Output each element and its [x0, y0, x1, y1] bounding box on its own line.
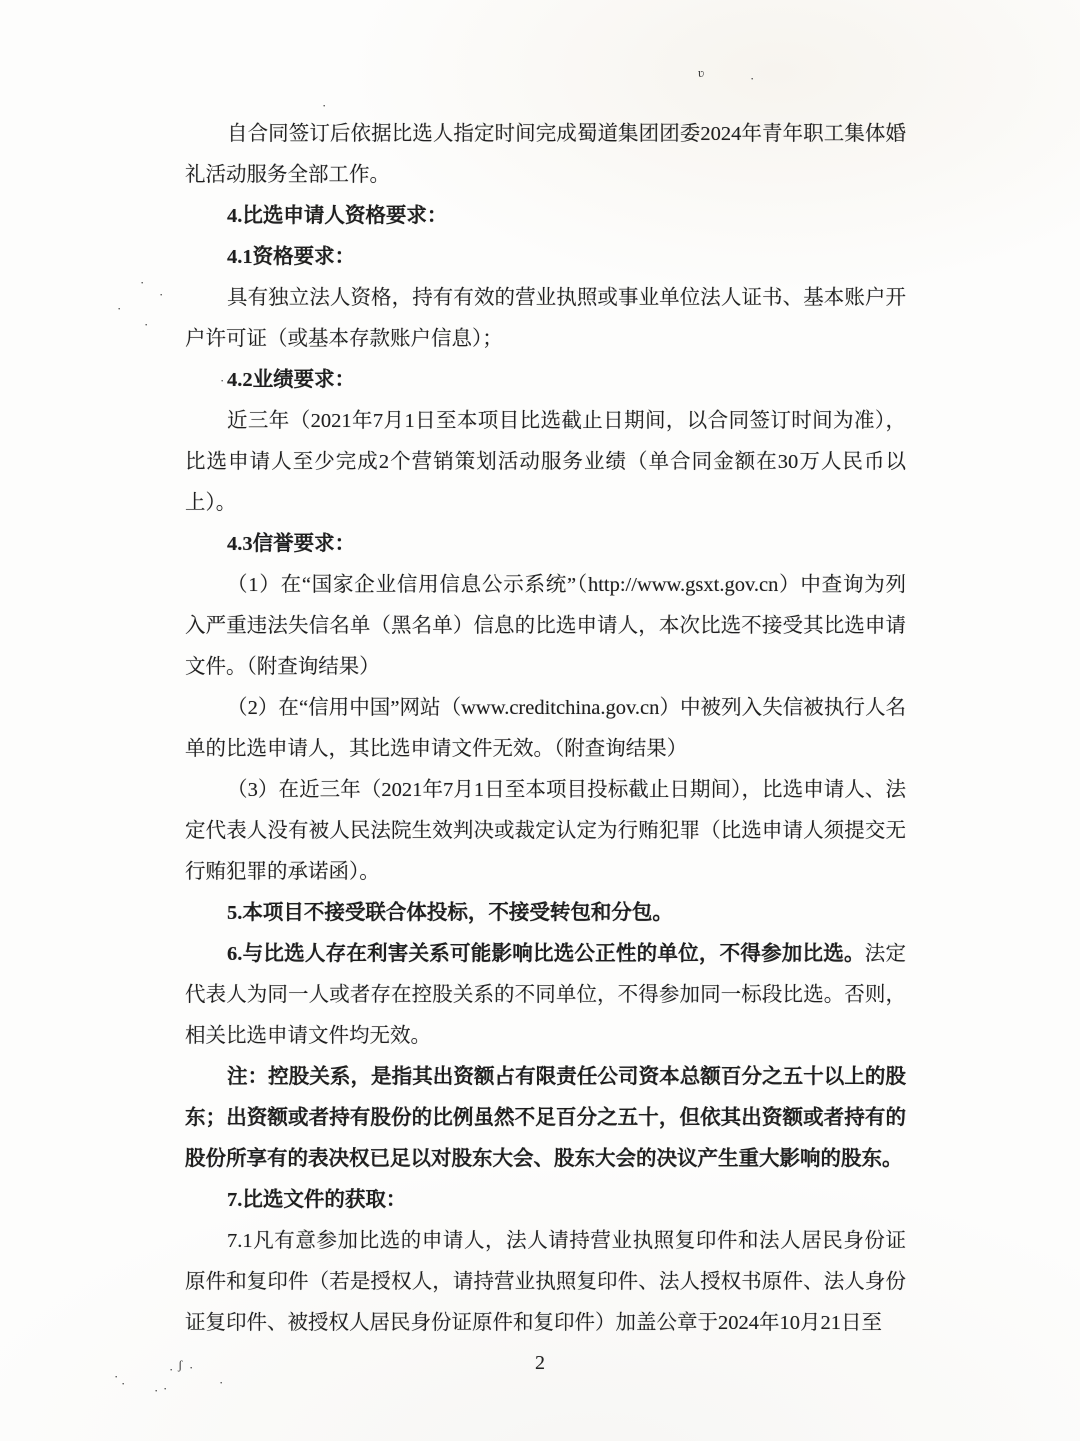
scan-speck: ʋ [698, 65, 705, 80]
scan-speck: · [114, 1369, 119, 1384]
paragraph [185, 1057, 906, 1180]
scan-speck: · [750, 71, 755, 86]
paragraph-text: 法定代表人为同一人或者存在控股关系的不同单位，不得参加同一标段比选。否则，相关比选申请文件均无效。 [185, 943, 907, 1047]
paragraph-text-bold: 4.1资格要求： [227, 246, 356, 268]
scan-speck: · [121, 1376, 126, 1391]
scan-speck: · [144, 317, 149, 332]
paragraph [185, 1221, 906, 1344]
scan-speck: · [117, 301, 122, 316]
paragraph-text: 具有独立法人资格，持有有效的营业执照或事业单位法人证书、基本账户开户许可证（或基本存款账户信息）； [185, 287, 906, 350]
scan-speck: · [220, 373, 225, 388]
scan-speck: · [140, 275, 145, 290]
paragraph-text: 自合同签订后依据比选人指定时间完成蜀道集团团委2024年青年职工集体婚礼活动服务全部工作。 [185, 123, 906, 186]
paragraph-text-bold: 7.比选文件的获取： [227, 1189, 407, 1211]
scan-speck: · [163, 1381, 168, 1396]
paragraph-text: 7.1凡有意参加比选的申请人，法人请持营业执照复印件和法人居民身份证原件和复印件（若是授权人，请持营业执照复印件、法人授权书原件、法人身份证复印件、被授权人居民身份证原件和复印件）加盖公章于2024年10月21日至 [185, 1230, 906, 1334]
paragraph-text-bold: 注：控股关系，是指其出资额占有限责任公司资本总额百分之五十以上的股东；出资额或者持有股份的比例虽然不足百分之五十，但依其出资额或者持有的股份所享有的表决权已足以对股东大会、股东大会的决议产生重大影响的股东。 [185, 1066, 906, 1170]
paragraph-text: （3）在近三年（2021年7月1日至本项目投标截止日期间），比选申请人、法定代表人没有被人民法院生效判决或裁定认定为行贿犯罪（比选申请人须提交无行贿犯罪的承诺函）。 [185, 779, 906, 883]
paragraph [185, 1180, 906, 1221]
paragraph [185, 770, 906, 893]
page-number: 2 [535, 1352, 545, 1374]
scan-speck: · [189, 1360, 194, 1375]
paragraph-text-bold: 4.3信誉要求： [227, 533, 356, 555]
scan-speck: · [322, 98, 327, 113]
paragraph-text: 近三年（2021年7月1日至本项目比选截止日期间，以合同签订时间为准），比选申请人至少完成2个营销策划活动服务业绩（单合同金额在30万人民币以上）。 [185, 410, 906, 514]
paragraph-text-bold: 5.本项目不接受联合体投标，不接受转包和分包。 [227, 902, 673, 924]
document-body [185, 114, 906, 1344]
paragraph [185, 688, 906, 770]
scan-speck: · [169, 1362, 174, 1377]
paragraph [185, 565, 906, 688]
paragraph [185, 360, 906, 401]
paragraph-text-bold: 4.比选申请人资格要求： [227, 205, 448, 227]
paragraph [185, 524, 906, 565]
paragraph-text-bold: 4.2业绩要求： [227, 369, 356, 391]
scan-speck: · [154, 1383, 159, 1398]
paragraph [185, 237, 906, 278]
scan-speck: · [159, 287, 164, 302]
paragraph [185, 934, 906, 1057]
paragraph [185, 893, 906, 934]
scan-speck: · [219, 1375, 224, 1390]
scan-speck: ʃ [178, 1357, 183, 1372]
paragraph [185, 196, 906, 237]
paragraph [185, 278, 906, 360]
paragraph [185, 114, 906, 196]
paragraph [185, 401, 906, 524]
paragraph-text: （1）在“国家企业信用信息公示系统”（http://www.gsxt.gov.cn）中查询为列入严重违法失信名单（黑名单）信息的比选申请人，本次比选不接受其比选申请文件。（附查询结果） [185, 574, 906, 678]
paragraph-text-bold: 6.与比选人存在利害关系可能影响比选公正性的单位，不得参加比选。 [227, 943, 865, 965]
paragraph-text: （2）在“信用中国”网站（www.creditchina.gov.cn）中被列入失信被执行人名单的比选申请人，其比选申请文件无效。（附查询结果） [185, 697, 906, 760]
